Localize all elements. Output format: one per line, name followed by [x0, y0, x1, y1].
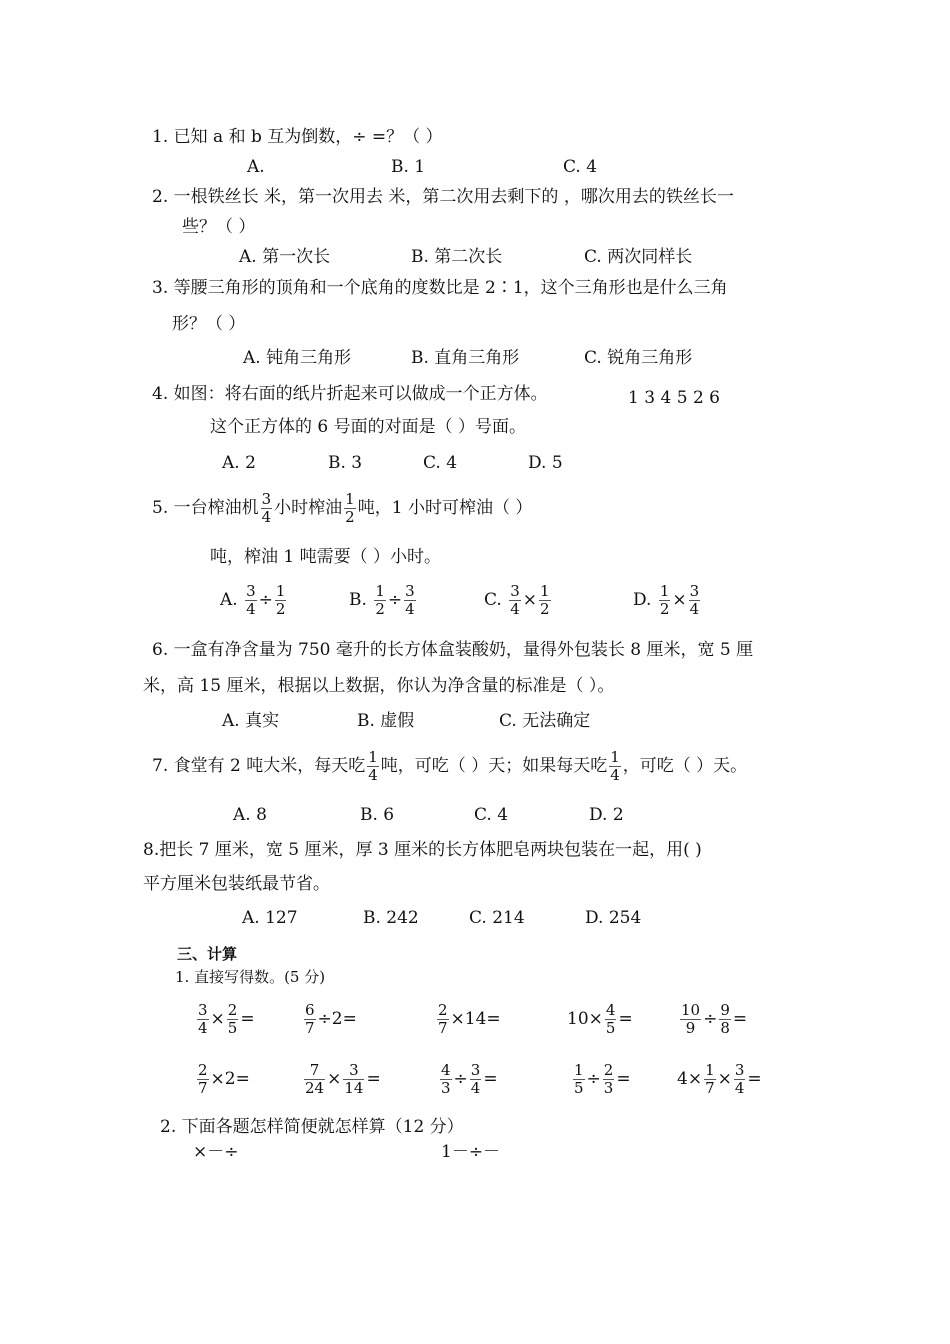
- q5-option-c: C. $\frac{3}{4}$ × $\frac{1}{2}$: [484, 582, 550, 618]
- fraction: $\frac{1}{4}$: [368, 748, 378, 784]
- q7-option-c: C. 4: [474, 805, 509, 825]
- net-label: 2: [692, 388, 704, 408]
- section3-sub1: 1. 直接写得数。(5 分): [175, 968, 326, 986]
- q6-line1: 6. 一盒有净含量为 750 毫升的长方体盒装酸奶，量得外包装长 8 厘米，宽 5 厘: [152, 640, 754, 660]
- calc-item: $\frac{3}{4}$ × $\frac{2}{5}$ =: [198, 1001, 255, 1037]
- q6-line2: 米，高 15 厘米，根据以上数据，你认为净含量的标准是（ ）。: [143, 676, 615, 696]
- fraction: $\frac{1}{4}$: [610, 748, 620, 784]
- q7-option-a: A. 8: [233, 805, 267, 825]
- section3-title: 三、计算: [177, 945, 238, 963]
- q6-option-b: B. 虚假: [357, 711, 415, 731]
- q5-option-a: A. $\frac{3}{4}$ ÷ $\frac{1}{2}$: [220, 582, 286, 618]
- q3-line2: 形？（ ）: [172, 314, 246, 334]
- q4-line1: 4. 如图：将右面的纸片折起来可以做成一个正方体。: [152, 384, 548, 404]
- q4-line2: 这个正方体的 6 号面的对面是（ ）号面。: [210, 417, 527, 437]
- cube-net-figure: [628, 388, 752, 492]
- q2-line1: 2. 一根铁丝长 米，第一次用去 米，第二次用去剩下的 ，哪次用去的铁丝长一: [152, 187, 734, 207]
- net-label: 1: [628, 388, 639, 408]
- calc-item: $\frac{7}{24}$ × $\frac{3}{14}$ =: [305, 1061, 381, 1097]
- q5-option-d: D. $\frac{1}{2}$ × $\frac{3}{4}$: [633, 582, 700, 618]
- q8-line2: 平方厘米包装纸最节省。: [143, 874, 330, 894]
- q4-option-b: B. 3: [328, 453, 363, 473]
- q5-pre: 5. 一台榨油机: [152, 498, 259, 518]
- fraction: $\frac{3}{4}$: [261, 490, 272, 526]
- q7-line: 7. 食堂有 2 吨大米，每天吃 $\frac{1}{4}$ 吨，可吃（ ）天；如果每天吃 $\frac{1}{4}$ ，可吃（ ）天。: [152, 748, 748, 784]
- calc-item: $\frac{6}{7}$ ÷2=: [305, 1001, 357, 1037]
- calc-item: $\frac{4}{3}$ ÷ $\frac{3}{4}$ =: [441, 1061, 498, 1097]
- q3-line1: 3. 等腰三角形的顶角和一个底角的度数比是 2∶1，这个三角形也是什么三角: [152, 278, 728, 298]
- q3-option-b: B. 直角三角形: [411, 348, 520, 368]
- q8-option-d: D. 254: [585, 908, 642, 928]
- q1-option-b: B. 1: [391, 157, 426, 177]
- q4-option-d: D. 5: [528, 453, 563, 473]
- fraction: $\frac{1}{2}$: [345, 490, 355, 526]
- calc-item: $\frac{2}{7}$ ×14=: [438, 1001, 501, 1037]
- q8-option-c: C. 214: [469, 908, 525, 928]
- q6-option-a: A. 真实: [222, 711, 280, 731]
- q2-option-c: C. 两次同样长: [584, 247, 693, 267]
- q3-option-c: C. 锐角三角形: [584, 348, 693, 368]
- net-label: 4: [660, 388, 672, 408]
- calc-item: 10× $\frac{4}{5}$ =: [567, 1001, 633, 1037]
- expr-a: ×－÷: [193, 1142, 239, 1162]
- q4-option-c: C. 4: [423, 453, 458, 473]
- q5-line2: 吨，榨油 1 吨需要（ ）小时。: [210, 547, 442, 567]
- q7-option-d: D. 2: [589, 805, 624, 825]
- net-label: 5: [676, 388, 688, 408]
- net-label: 3: [644, 388, 656, 408]
- q7-option-b: B. 6: [360, 805, 395, 825]
- q2-option-b: B. 第二次长: [411, 247, 503, 267]
- section3-sub2: 2. 下面各题怎样简便就怎样算（12 分）: [160, 1117, 464, 1137]
- calc-item: $\frac{1}{5}$ ÷ $\frac{2}{3}$ =: [574, 1061, 631, 1097]
- q3-option-a: A. 钝角三角形: [243, 348, 352, 368]
- q1-option-a: A.: [247, 157, 265, 177]
- q5-mid1: 小时榨油: [274, 498, 343, 518]
- q8-line1: 8.把长 7 厘米，宽 5 厘米，厚 3 厘米的长方体肥皂两块包装在一起，用( ): [143, 840, 702, 860]
- q5-line1: [152, 488, 532, 528]
- q2-line2: 些？（ ）: [182, 217, 256, 237]
- q5-mid2: 吨，1 小时可榨油（ ）: [357, 498, 533, 518]
- q8-option-b: B. 242: [363, 908, 419, 928]
- q2-option-a: A. 第一次长: [239, 247, 331, 267]
- q8-option-a: A. 127: [242, 908, 298, 928]
- q1-text: 1. 已知 a 和 b 互为倒数，÷ =？（ ）: [152, 127, 443, 147]
- calc-item: 4× $\frac{1}{7}$ × $\frac{3}{4}$ =: [677, 1061, 762, 1097]
- calc-item: $\frac{2}{7}$ ×2=: [198, 1061, 250, 1097]
- expr-b: 1－÷－: [441, 1142, 501, 1162]
- calc-item: $\frac{10}{9}$ ÷ $\frac{9}{8}$ =: [681, 1001, 748, 1037]
- q6-option-c: C. 无法确定: [499, 711, 591, 731]
- q4-option-a: A. 2: [222, 453, 256, 473]
- q5-option-b: B. $\frac{1}{2}$ ÷ $\frac{3}{4}$: [349, 582, 415, 618]
- net-label: 6: [709, 388, 720, 408]
- q1-option-c: C. 4: [563, 157, 598, 177]
